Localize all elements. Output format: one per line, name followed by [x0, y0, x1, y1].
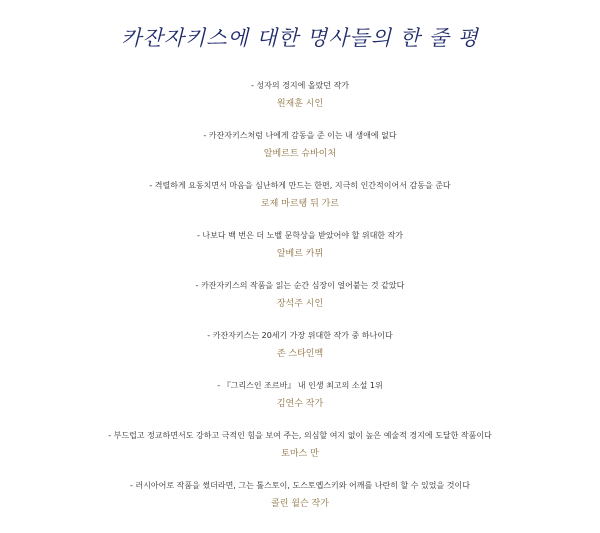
quote-item	[0, 178, 600, 228]
page-title: 카잔자키스에 대한 명사들의 한 줄 평	[121, 26, 479, 50]
quote-text: - 성자의 경지에 올랐던 작가	[250, 81, 350, 90]
quote-item	[0, 378, 600, 428]
quote-item	[0, 478, 600, 528]
quote-item	[0, 78, 600, 128]
quote-text: - 러시아어로 작품을 썼더라면, 그는 톨스토이, 도스토옙스키와 어깨를 나란히 할 수 있었을 것이다	[130, 481, 470, 490]
quote-author: 알베르 카뮈	[276, 249, 324, 259]
quote-text: - 부드럽고 정교하면서도 강하고 극적인 힘을 보여 주는, 의심할 여지 없이 높은 예술적 경지에 도달한 작품이다	[108, 431, 492, 440]
quote-text: - 『그리스인 조르바』 내 인생 최고의 소설 1위	[217, 381, 383, 390]
quote-author: 알베르트 슈바이처	[263, 149, 337, 159]
quote-author: 원재훈 시인	[276, 99, 324, 109]
quote-author: 로제 마르탱 뒤 가르	[260, 199, 340, 209]
quote-item	[0, 228, 600, 278]
quote-list	[0, 78, 600, 528]
quote-item	[0, 428, 600, 478]
quote-author: 장석주 시인	[276, 299, 324, 309]
quote-text: - 나보다 백 번은 더 노벨 문학상을 받았어야 할 위대한 작가	[196, 231, 404, 240]
quote-author: 콜린 윌슨 작가	[271, 499, 329, 509]
quote-author: 토마스 만	[281, 449, 319, 459]
quote-item	[0, 328, 600, 378]
quote-item	[0, 278, 600, 328]
quote-item	[0, 128, 600, 178]
quote-text: - 카잔자키스는 20세기 가장 위대한 작가 중 하나이다	[207, 331, 393, 340]
quote-text: - 격렬하게 요동치면서 마음을 심난하게 만드는 한편, 지극히 인간적이어서 감동을 준다	[149, 181, 451, 190]
quote-author: 존 스타인벡	[276, 349, 324, 359]
quote-author: 김연수 작가	[276, 399, 324, 409]
quote-text: - 카잔자키스의 작품을 읽는 순간 심장이 얼어붙는 것 같았다	[195, 281, 405, 290]
quote-text: - 카잔자키스처럼 나에게 감동을 준 이는 내 생애에 없다	[203, 131, 397, 140]
